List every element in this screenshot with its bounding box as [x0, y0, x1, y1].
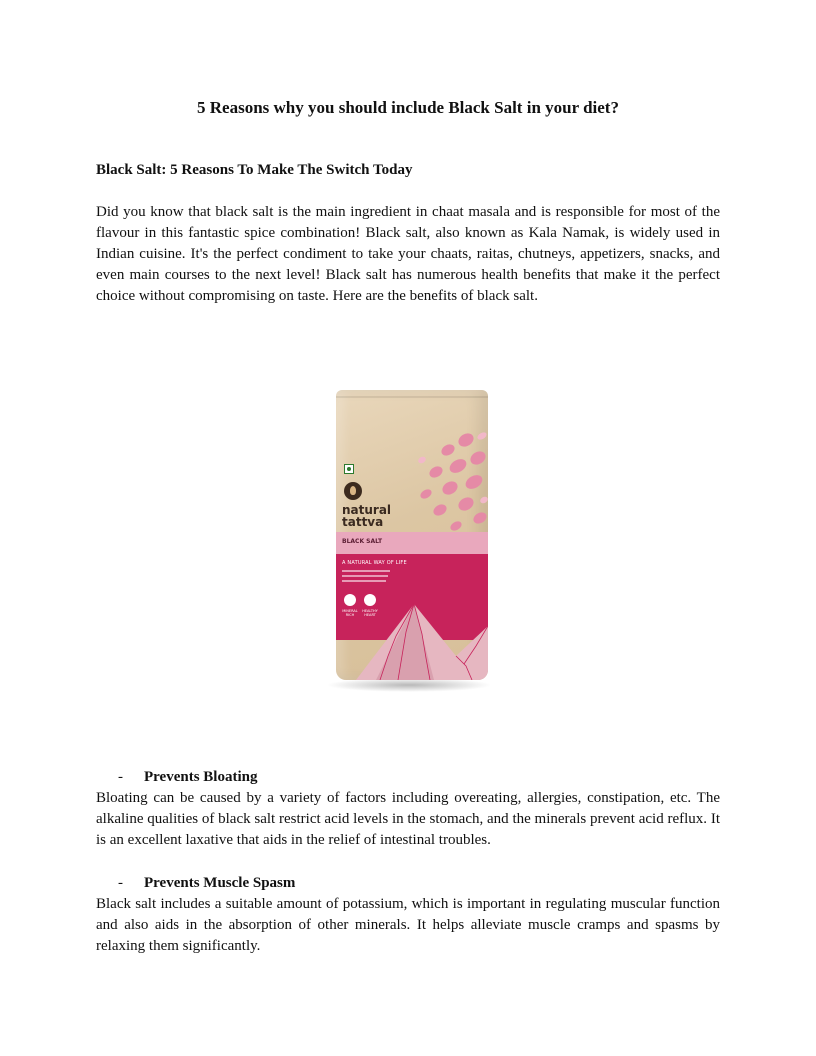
petals-graphic [396, 430, 488, 540]
reason-2-heading: - Prevents Muscle Spasm [118, 875, 296, 891]
veg-mark-icon [344, 464, 354, 474]
badge-heart-label: HEALTHY HEART [362, 609, 378, 617]
reason-1-heading: - Prevents Bloating [118, 769, 258, 785]
brand-name: natural tattva [342, 503, 392, 529]
bullet-marker: - [118, 875, 123, 891]
reason-1-text: Bloating can be caused by a variety of factors including overeating, allergies, constipation, etc. The alkaline qualities of black salt restrict acid levels in the stomach, and the minerals prevent acid reflux. It is an excellent laxative that aids in the relief of intestinal troubles. [96, 790, 720, 848]
brand-logo-icon [344, 482, 362, 500]
product-name-label: BLACK SALT [342, 538, 383, 545]
mountains-graphic [336, 586, 488, 680]
product-shadow [326, 678, 492, 692]
pouch-seal [336, 396, 488, 398]
badge-mineral-label: MINERAL RICH [342, 609, 358, 617]
product-image [300, 380, 516, 696]
product-tagline: A NATURAL WAY OF LIFE [342, 560, 407, 566]
product-pouch [336, 390, 488, 680]
document-subtitle: Black Salt: 5 Reasons To Make The Switch Today [96, 162, 413, 178]
document-title: 5 Reasons why you should include Black Salt in your diet? [197, 98, 619, 117]
reason-2-text: Black salt includes a suitable amount of potassium, which is important in regulating muscular function and also aids in the absorption of other minerals. It helps alleviate muscle cramps and spasms by relaxing them significantly. [96, 896, 720, 954]
intro-paragraph: Did you know that black salt is the main ingredient in chaat masala and is responsible for most of the flavour in this fantastic spice combination! Black salt, also known as Kala Namak, is widely used in Indian cuisine. It's the perfect condiment to take your chaats, raitas, chutneys, appetizers, snacks, and even main courses to the next level! Black salt has numerous health benefits that make it the perfect choice without compromising on taste. Here are the benefits of black salt. [96, 204, 720, 304]
bullet-marker: - [118, 769, 123, 785]
product-fineprint [342, 570, 392, 585]
